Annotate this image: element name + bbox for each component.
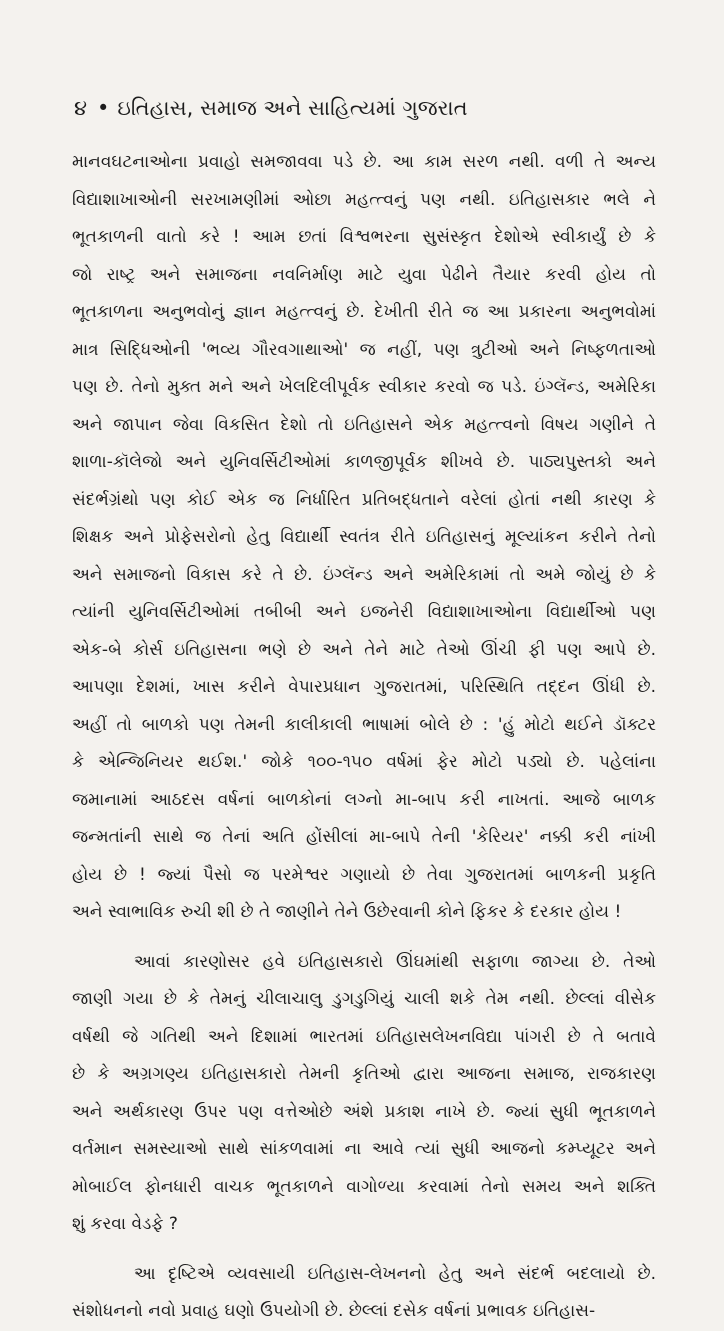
text-line: જાણી ગયા છે કે તેમનું ચીલાચાલુ ડુગડુગિયું ચાલી શકે તેમ નથી. છેલ્લાં વીસેક bbox=[72, 989, 656, 1009]
text-line: જો રાષ્ટ્ર અને સમાજના નવનિર્માણ માટે યુવા પેઢીને તૈયાર કરવી હોય તો bbox=[72, 264, 656, 285]
text-line: અને જાપાન જેવા વિકસિત દેશો તો ઇતિહાસને એક મહત્ત્વનો વિષય ગણીને તે bbox=[72, 414, 656, 435]
text-line: એક-બે કોર્સ ઇતિહાસના ભણે છે અને તેને માટે તેઓ ઊંચી ફી પણ આપે છે. bbox=[72, 639, 656, 660]
page-number: ૪ bbox=[74, 96, 88, 120]
text-line: હોય છે ! જ્યાં પૈસો જ પરમેશ્વર ગણાયો છે તેવા ગુજરાતમાં બાળકની પ્રકૃતિ bbox=[72, 864, 656, 885]
text-line: સંશોધનનો નવો પ્રવાહ ઘણો ઉપયોગી છે. છેલ્લાં દસેક વર્ષનાં પ્રભાવક ઇતિહાસ- bbox=[72, 1301, 596, 1321]
text-line: અને સ્વાભાવિક રુચી શી છે તે જાણીને તેને ઉછેરવાની કોને ફિકર કે દરકાર હોય ! bbox=[72, 902, 622, 922]
text-line: ભૂતકાળના અનુભવોનું જ્ઞાન મહત્ત્વનું છે. દેખીતી રીતે જ આ પ્રકારના અનુભવોમાં bbox=[72, 302, 656, 322]
paragraph bbox=[72, 144, 656, 932]
paragraph-gap bbox=[72, 1244, 656, 1256]
text-line: આ દૃષ્ટિએ વ્યવસાયી ઇતિહાસ-લેખનનો હેતુ અને સંદર્ભ બદલાયો છે. bbox=[134, 1263, 656, 1284]
text-line: આવાં કારણોસર હવે ઇતિહાસકારો ઊંઘમાંથી સફાળા જાગ્યા છે. તેઓ bbox=[134, 951, 656, 972]
text-line: વિદ્યાશાખાઓની સરખામણીમાં ઓછા મહત્ત્વનું પણ નથી. ઇતિહાસકાર ભલે ને bbox=[72, 189, 656, 210]
text-line: વર્તમાન સમસ્યાઓ સાથે સાંકળવામાં ના આવે ત્યાં સુધી આજનો કમ્પ્યૂટર અને bbox=[72, 1139, 656, 1159]
text-line: કે એન્જિનિયર થઈશ.' જોકે ૧૦૦-૧૫૦ વર્ષમાં ફેર મોટો પડ્યો છે. પહેલાંના bbox=[72, 752, 656, 772]
paragraph bbox=[72, 1256, 656, 1331]
text-line: અને અર્થકારણ ઉપર પણ વત્તેઓછે અંશે પ્રકાશ નાખે છે. જ્યાં સુધી ભૂતકાળને bbox=[72, 1101, 656, 1122]
text-line: સંદર્ભગ્રંથો પણ કોઈ એક જ નિર્ધારિત પ્રતિબદ્ધતાને વરેલાં હોતાં નથી કારણ કે bbox=[72, 489, 656, 510]
text-line: પણ છે. તેનો મુક્ત મને અને ખેલદિલીપૂર્વક સ્વીકાર કરવો જ પડે. ઇંગ્લૅન્ડ, અમેરિકા bbox=[72, 377, 656, 397]
text-line: અને સમાજનો વિકાસ કરે તે છે. ઇંગ્લૅન્ડ અને અમેરિકામાં તો અમે જોયું છે કે bbox=[72, 564, 656, 585]
text-line: માનવઘટનાઓના પ્રવાહો સમજાવવા પડે છે. આ કામ સરળ નથી. વળી તે અન્ય bbox=[72, 152, 656, 172]
running-header bbox=[74, 96, 468, 121]
text-line: ભૂતકાળની વાતો કરે ! આમ છતાં વિશ્વભરના સુસંસ્કૃત દેશોએ સ્વીકાર્યું છે કે bbox=[72, 227, 656, 247]
text-line: જમાનામાં આઠદસ વર્ષનાં બાળકોનાં લગ્નો મા-બાપ કરી નાખતાં. આજે બાળક bbox=[72, 789, 656, 810]
text-line: ત્યાંની યુનિવર્સિટીઓમાં તબીબી અને ઇજનેરી વિદ્યાશાખાઓના વિદ્યાર્થીઓ પણ bbox=[72, 602, 656, 622]
text-line: છે કે અગ્રગણ્ય ઇતિહાસકારો તેમની કૃતિઓ દ્વારા આજના સમાજ, રાજકારણ bbox=[72, 1064, 656, 1084]
text-line: અહીં તો બાળકો પણ તેમની કાલીકાલી ભાષામાં બોલે છે : 'હું મોટો થઈને ડૉક્ટર bbox=[72, 714, 656, 735]
paragraph bbox=[72, 944, 656, 1244]
text-line: વર્ષથી જે ગતિથી અને દિશામાં ભારતમાં ઇતિહાસલેખનવિદ્યા પાંગરી છે તે બતાવે bbox=[72, 1026, 656, 1047]
text-line: જન્મતાંની સાથે જ તેનાં અતિ હોંસીલાં મા-બાપે તેની 'કેરિયર' નક્કી કરી નાંખી bbox=[72, 827, 656, 847]
header-title: ઇતિહાસ, સમાજ અને સાહિત્યમાં ગુજરાત bbox=[117, 96, 468, 120]
text-line: શું કરવા વેડફે ? bbox=[72, 1214, 178, 1234]
text-line: શાળા-કૉલેજો અને યુનિવર્સિટીઓમાં કાળજીપૂર્વક શીખવે છે. પાઠ્યપુસ્તકો અને bbox=[72, 452, 656, 472]
body-text bbox=[72, 144, 656, 1331]
paragraph-gap bbox=[72, 932, 656, 944]
text-line: મોબાઈલ ફોનધારી વાચક ભૂતકાળને વાગોળ્યા કરવામાં તેનો સમય અને શક્તિ bbox=[72, 1176, 656, 1197]
text-line: માત્ર સિદ્ધિઓની 'ભવ્ય ગૌરવગાથાઓ' જ નહીં, પણ ત્રુટીઓ અને નિષ્ફળતાઓ bbox=[72, 339, 656, 360]
text-line: આપણા દેશમાં, ખાસ કરીને વેપારપ્રધાન ગુજરાતમાં, પરિસ્થિતિ તદ્દન ઊંધી છે. bbox=[72, 677, 656, 697]
text-line: શિક્ષક અને પ્રોફેસરોનો હેતુ વિદ્યાર્થી સ્વતંત્ર રીતે ઇતિહાસનું મૂલ્યાંકન કરીને તેનો bbox=[72, 527, 656, 547]
header-bullet: • bbox=[97, 96, 110, 120]
